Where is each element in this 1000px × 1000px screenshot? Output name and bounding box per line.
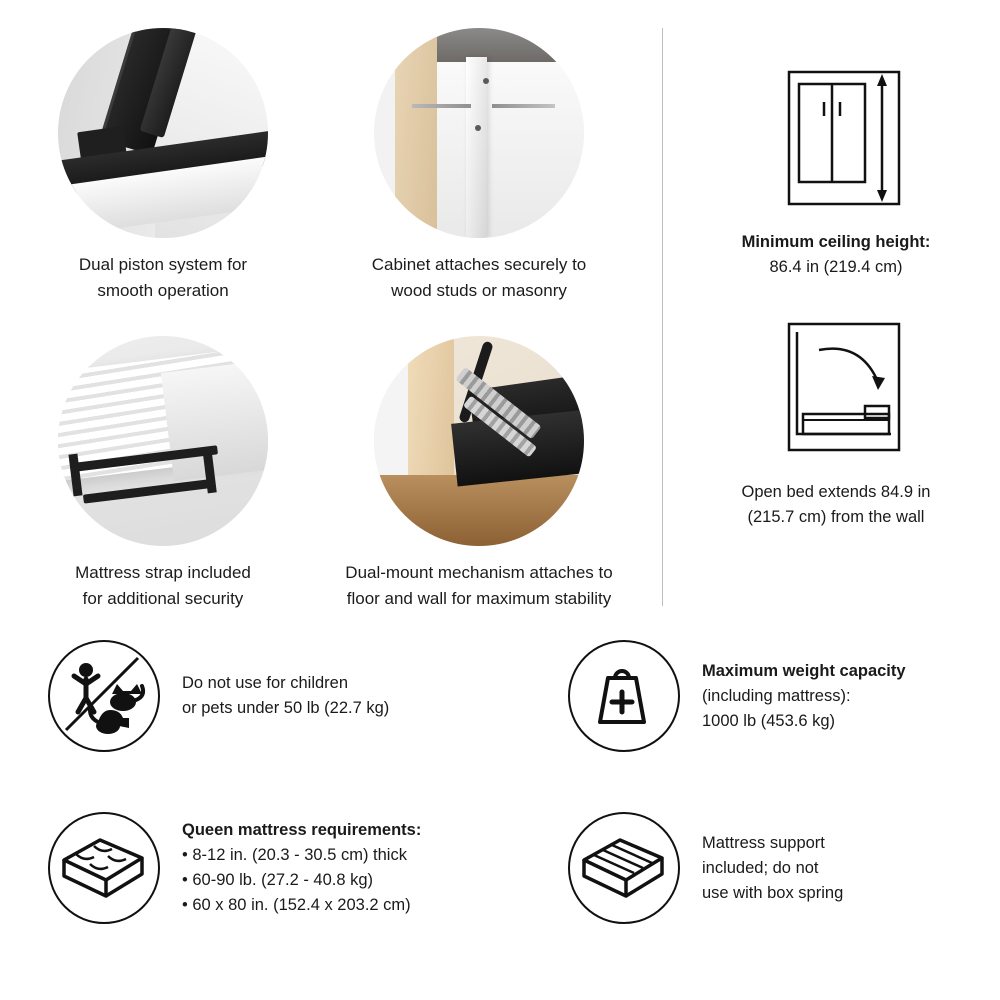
feature-caption: Dual-mount mechanism attaches to	[345, 563, 613, 582]
warning-bullet: • 8-12 in. (20.3 - 30.5 cm) thick	[182, 846, 407, 864]
feature-caption: Dual piston system for	[78, 255, 248, 274]
warning-bullet: • 60 x 80 in. (152.4 x 203.2 cm)	[182, 896, 411, 914]
warning-bullet: • 60-90 lb. (27.2 - 40.8 kg)	[182, 871, 374, 889]
warning-mattress-support	[568, 812, 843, 924]
spec-ceiling-height	[706, 60, 966, 280]
slat-mattress-icon	[568, 812, 680, 924]
warning-title: Maximum weight capacity	[702, 661, 906, 680]
ceiling-height-icon	[741, 60, 931, 220]
feature-caption: for additional security	[82, 589, 244, 608]
warning-line: Do not use for children	[182, 674, 349, 692]
weight-icon	[568, 640, 680, 752]
spec-line: (215.7 cm) from the wall	[747, 508, 925, 526]
feature-strap	[58, 336, 268, 612]
warning-line: (including mattress):	[702, 686, 851, 705]
warning-weight-capacity	[568, 640, 906, 752]
feature-dual-mount	[345, 336, 613, 612]
feature-caption: wood studs or masonry	[391, 281, 567, 300]
warning-mattress-requirements	[48, 812, 421, 924]
warning-no-children-pets	[48, 640, 389, 752]
spec-bed-extension	[706, 316, 966, 530]
feature-caption: Mattress strap included	[75, 563, 251, 582]
cabinet-photo	[374, 28, 584, 238]
feature-cabinet	[371, 28, 587, 304]
spec-value: 86.4 in (219.4 cm)	[769, 258, 903, 276]
feature-caption: Cabinet attaches securely to	[371, 255, 587, 274]
vertical-divider	[662, 28, 663, 606]
warning-line: Mattress support	[702, 833, 825, 852]
feature-piston	[58, 28, 268, 304]
feature-caption: smooth operation	[97, 281, 229, 300]
quilted-mattress-icon	[48, 812, 160, 924]
strap-photo	[58, 336, 268, 546]
dual-mount-photo	[374, 336, 584, 546]
bed-extension-icon	[741, 316, 931, 466]
warning-line: included; do not	[702, 858, 819, 877]
spec-title: Minimum ceiling height:	[741, 233, 931, 251]
warning-title: Queen mattress requirements:	[182, 821, 422, 839]
spec-line: Open bed extends 84.9 in	[741, 483, 931, 501]
warning-line: 1000 lb (453.6 kg)	[702, 711, 836, 730]
feature-caption: floor and wall for maximum stability	[346, 589, 612, 608]
piston-photo	[58, 28, 268, 238]
no-children-pets-icon	[48, 640, 160, 752]
warning-line: use with box spring	[702, 883, 844, 902]
warning-line: or pets under 50 lb (22.7 kg)	[182, 699, 390, 717]
